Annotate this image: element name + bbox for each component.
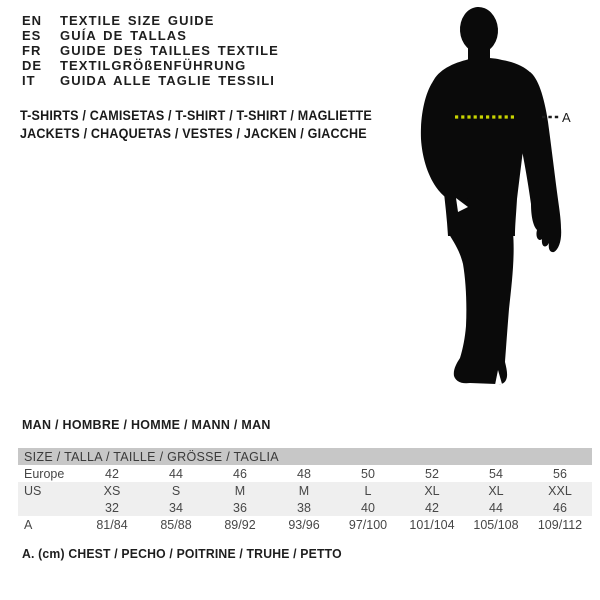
size-cell: 38: [297, 500, 311, 515]
silhouette-legs: [448, 232, 514, 384]
size-table: [18, 448, 592, 533]
row-label: A: [24, 517, 33, 532]
row-label: Europe: [24, 466, 65, 481]
size-cell: 52: [425, 466, 439, 481]
language-code: FR: [22, 43, 42, 58]
language-code: DE: [22, 58, 43, 73]
size-cell: M: [298, 483, 310, 498]
size-cell: 54: [489, 466, 503, 481]
man-figure: [410, 4, 575, 396]
size-cell: 44: [489, 500, 503, 515]
silhouette-right-arm: [517, 72, 562, 252]
language-title: GUÍA DE TALLAS: [60, 28, 188, 43]
size-cell: 32: [105, 500, 119, 515]
measure-label-a: A: [562, 110, 571, 125]
size-cell: 50: [361, 466, 375, 481]
table-row-chest-a: [18, 516, 592, 533]
silhouette-torso: [432, 58, 531, 236]
size-cell: 109/112: [537, 517, 583, 532]
man-silhouette: [410, 4, 575, 396]
size-cell: 101/104: [409, 517, 455, 532]
language-row-es: [22, 28, 279, 43]
size-cell: 40: [361, 500, 375, 515]
language-title: TEXTILE SIZE GUIDE: [60, 13, 215, 28]
category-tshirts: T-SHIRTS / CAMISETAS / T-SHIRT / T-SHIRT / MAGLIETTE: [20, 108, 372, 123]
size-cell: 46: [233, 466, 247, 481]
language-list: [22, 13, 279, 88]
size-cell: 89/92: [224, 517, 256, 532]
table-row-numeric: [18, 499, 592, 516]
size-cell: XL: [424, 483, 440, 498]
size-cell: 97/100: [348, 517, 388, 532]
size-cell: 42: [425, 500, 439, 515]
size-cell: 56: [553, 466, 567, 481]
size-cell: 105/108: [473, 517, 519, 532]
language-title: GUIDE DES TAILLES TEXTILE: [60, 43, 279, 58]
size-cell: L: [364, 483, 372, 498]
language-code: IT: [22, 73, 36, 88]
section-title-man: MAN / HOMBRE / HOMME / MANN / MAN: [22, 417, 271, 432]
row-label: US: [24, 483, 42, 498]
size-cell: 34: [169, 500, 183, 515]
language-row-it: [22, 73, 279, 88]
size-cell: 85/88: [160, 517, 192, 532]
measurement-footnote: A. (cm) CHEST / PECHO / POITRINE / TRUHE / PETTO: [22, 546, 342, 561]
language-code: ES: [22, 28, 42, 43]
size-cell: 93/96: [288, 517, 320, 532]
garment-categories: [20, 107, 398, 143]
language-row-fr: [22, 43, 279, 58]
size-cell: 42: [105, 466, 119, 481]
category-jackets: JACKETS / CHAQUETAS / VESTES / JACKEN / GIACCHE: [20, 126, 367, 141]
size-cell: 81/84: [96, 517, 128, 532]
language-row-de: [22, 58, 279, 73]
size-cell: S: [171, 483, 181, 498]
size-cell: 44: [169, 466, 183, 481]
size-cell: XXL: [548, 483, 572, 498]
table-row-europe: [18, 465, 592, 482]
size-cell: 46: [553, 500, 567, 515]
language-code: EN: [22, 13, 43, 28]
size-table-header: SIZE / TALLA / TAILLE / GRÖSSE / TAGLIA: [18, 448, 592, 465]
table-row-us: [18, 482, 592, 499]
size-cell: 36: [233, 500, 247, 515]
size-cell: 48: [297, 466, 311, 481]
language-title: GUIDA ALLE TAGLIE TESSILI: [60, 73, 276, 88]
size-cell: XL: [488, 483, 504, 498]
size-cell: M: [234, 483, 246, 498]
language-title: TEXTILGRÖßENFÜHRUNG: [60, 58, 247, 73]
size-cell: XS: [103, 483, 121, 498]
language-row-en: [22, 13, 279, 28]
